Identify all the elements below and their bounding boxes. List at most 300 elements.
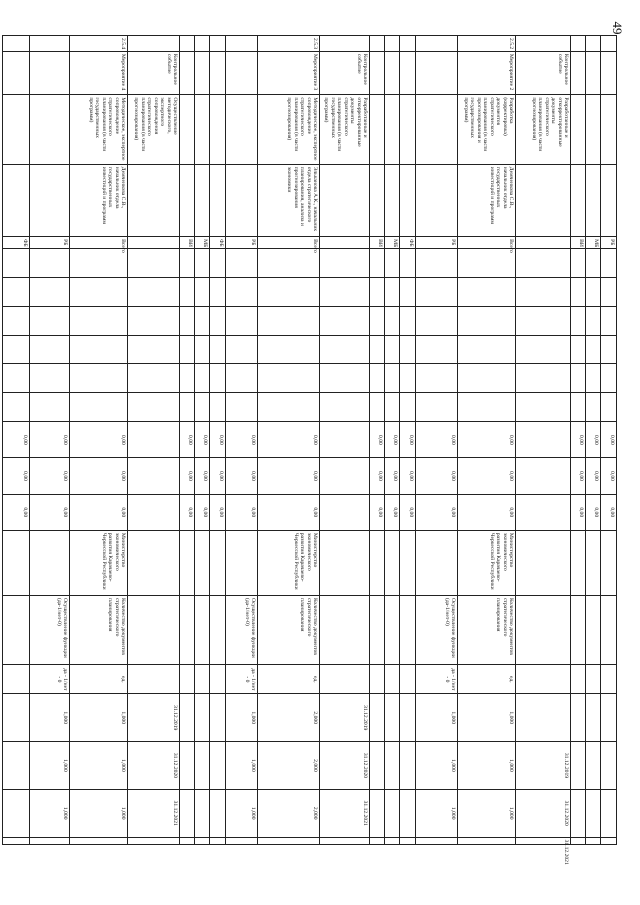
table-cell: ед. — [458, 665, 516, 694]
table-cell — [516, 306, 571, 335]
table-cell: 0,00 — [70, 458, 128, 494]
table-cell — [571, 393, 586, 422]
table-cell: ед. — [70, 665, 128, 694]
table-cell — [516, 248, 571, 277]
table-cell — [320, 364, 370, 393]
table-cell — [400, 393, 416, 422]
table-cell — [258, 277, 320, 306]
table-cell — [601, 393, 617, 422]
table-cell: Разработанные и откорректированные документы стратегического планирования (в части прогнозирования) — [516, 95, 571, 164]
table-cell — [571, 95, 586, 164]
table-cell: 0,00 — [258, 458, 320, 494]
table-cell — [601, 665, 617, 694]
table-cell — [210, 95, 226, 164]
table-cell: Всего — [70, 237, 128, 249]
table-cell — [400, 694, 416, 742]
table-cell: Разработанные и откорректированные документы стратегического планирования (в части государственных программ) — [320, 95, 370, 164]
table-cell — [416, 530, 458, 595]
table-row — [195, 36, 210, 845]
table-cell: 1,000 — [70, 742, 128, 790]
table-cell — [128, 422, 180, 458]
table-cell — [516, 364, 571, 393]
table-cell — [210, 164, 226, 236]
table-cell — [516, 422, 571, 458]
table-cell — [458, 306, 516, 335]
table-cell — [30, 530, 70, 595]
table-cell: 31.12.2021 — [128, 789, 180, 837]
table-cell — [320, 36, 370, 52]
table-cell — [601, 306, 617, 335]
table-cell — [195, 51, 210, 94]
table-cell — [3, 95, 30, 164]
table-cell — [385, 595, 400, 664]
table-cell — [210, 837, 226, 844]
table-cell: 0,00 — [3, 458, 30, 494]
table-cell — [3, 595, 30, 664]
table-cell: 0,00 — [180, 458, 195, 494]
table-cell — [195, 364, 210, 393]
table-cell — [195, 95, 210, 164]
table-cell: 1,000 — [30, 742, 70, 790]
table-cell — [320, 458, 370, 494]
table-cell — [571, 530, 586, 595]
table-cell: 0,00 — [601, 494, 617, 530]
table-cell: ФБ — [3, 237, 30, 249]
table-cell — [416, 277, 458, 306]
table-cell — [195, 789, 210, 837]
table-cell — [370, 95, 385, 164]
table-cell — [370, 36, 385, 52]
table-cell: Министерство экономического развития Карачаево-Черкесской Республики — [258, 530, 320, 595]
table-cell — [195, 248, 210, 277]
table-cell: 0,00 — [601, 458, 617, 494]
table-cell — [458, 335, 516, 364]
table-cell: 0,00 — [416, 422, 458, 458]
table-cell: МБ — [195, 237, 210, 249]
table-cell — [385, 306, 400, 335]
table-cell — [180, 248, 195, 277]
table-cell — [571, 789, 586, 837]
table-cell — [30, 248, 70, 277]
table-cell — [400, 36, 416, 52]
table-cell — [128, 364, 180, 393]
table-cell — [180, 393, 195, 422]
table-cell — [128, 36, 180, 52]
table-cell — [258, 248, 320, 277]
table-cell — [30, 95, 70, 164]
table-cell — [571, 277, 586, 306]
table-cell: Количество документов стратегического планирования — [70, 595, 128, 664]
table-cell — [458, 837, 516, 844]
table-cell — [320, 530, 370, 595]
table-cell — [180, 306, 195, 335]
table-cell: Мероприятие 2 — [458, 51, 516, 94]
table-cell: 0,00 — [458, 494, 516, 530]
table-cell — [586, 837, 601, 844]
table-cell: 31.12.2019 — [128, 694, 180, 742]
table-cell — [516, 494, 571, 530]
table-cell: Количество документов стратегического планирования — [458, 595, 516, 664]
table-cell: 31.12.2020 — [320, 742, 370, 790]
table-cell — [320, 665, 370, 694]
table-cell: 0,00 — [3, 494, 30, 530]
table-cell — [70, 364, 128, 393]
table-cell — [180, 595, 195, 664]
table-cell — [416, 364, 458, 393]
table-cell — [320, 393, 370, 422]
table-cell — [385, 694, 400, 742]
table-cell: 0,00 — [210, 458, 226, 494]
table-cell — [400, 742, 416, 790]
table-cell — [601, 694, 617, 742]
table-cell — [180, 364, 195, 393]
table-cell — [370, 277, 385, 306]
table-cell — [30, 51, 70, 94]
table-cell — [3, 51, 30, 94]
table-cell — [210, 694, 226, 742]
table-cell — [210, 277, 226, 306]
table-cell — [195, 393, 210, 422]
table-cell — [400, 95, 416, 164]
table-cell: 0,00 — [458, 422, 516, 458]
table-cell — [30, 36, 70, 52]
table-cell — [516, 665, 571, 694]
table-cell — [370, 837, 385, 844]
table-cell — [601, 36, 617, 52]
table-cell — [370, 335, 385, 364]
table-cell: 1,000 — [458, 694, 516, 742]
table-cell — [400, 595, 416, 664]
table-cell: Разработка (корректировка) документов стратегического планирования (в части прогнозирования и государственных программ) — [458, 95, 516, 164]
table-cell: 2.5.3 — [258, 36, 320, 52]
table-cell — [226, 837, 258, 844]
table-cell — [416, 95, 458, 164]
table-cell — [320, 422, 370, 458]
table-cell — [210, 364, 226, 393]
table-cell — [601, 164, 617, 236]
table-cell: 0,00 — [385, 422, 400, 458]
table-cell — [586, 248, 601, 277]
table-cell — [586, 665, 601, 694]
table-row — [571, 36, 586, 845]
table-cell: 0,00 — [226, 422, 258, 458]
table-cell — [210, 789, 226, 837]
table-cell — [195, 665, 210, 694]
table-cell — [195, 837, 210, 844]
table-row — [128, 36, 180, 845]
table-cell — [128, 277, 180, 306]
table-cell — [180, 95, 195, 164]
table-cell — [320, 494, 370, 530]
table-cell — [180, 277, 195, 306]
table-cell: 0,00 — [258, 494, 320, 530]
table-cell — [571, 364, 586, 393]
table-cell: Демченкова С.В., начальник отдела государственных инвестиций и программ — [458, 164, 516, 236]
table-cell: 0,00 — [70, 494, 128, 530]
table-cell: 1,000 — [416, 789, 458, 837]
table-cell — [320, 595, 370, 664]
table-cell — [258, 393, 320, 422]
table-cell — [416, 164, 458, 236]
table-cell — [516, 530, 571, 595]
table-cell — [70, 837, 128, 844]
table-cell — [385, 789, 400, 837]
table-cell: ед. — [258, 665, 320, 694]
table-cell: 1,000 — [30, 789, 70, 837]
table-cell — [516, 595, 571, 664]
table-row — [70, 36, 128, 845]
table-cell — [195, 335, 210, 364]
table-cell: Контрольное событие — [128, 51, 180, 94]
table-cell — [385, 36, 400, 52]
table-cell — [416, 335, 458, 364]
table-cell — [385, 335, 400, 364]
table-cell — [226, 393, 258, 422]
table-cell — [195, 595, 210, 664]
table-cell — [586, 595, 601, 664]
table-cell — [320, 237, 370, 249]
table-cell — [586, 51, 601, 94]
table-cell: 31.12.2020 — [516, 789, 571, 837]
table-cell: ВИ — [180, 237, 195, 249]
table-cell: ФБ — [210, 237, 226, 249]
table-cell — [385, 530, 400, 595]
table-cell: Всего — [458, 237, 516, 249]
table-cell — [3, 306, 30, 335]
table-cell — [195, 164, 210, 236]
table-cell — [370, 393, 385, 422]
table-cell — [195, 306, 210, 335]
table-cell — [30, 364, 70, 393]
table-cell — [70, 277, 128, 306]
table-cell — [385, 665, 400, 694]
table-cell: Мероприятие 3 — [258, 51, 320, 94]
table-cell — [458, 248, 516, 277]
table-cell: МБ — [586, 237, 601, 249]
table-cell — [400, 277, 416, 306]
table-cell — [210, 36, 226, 52]
table-cell — [180, 837, 195, 844]
table-cell — [601, 742, 617, 790]
table-cell — [210, 530, 226, 595]
table-cell: 31.12.2021 — [516, 837, 571, 844]
table-cell: 2.5.2 — [458, 36, 516, 52]
table-cell — [320, 164, 370, 236]
table-cell — [180, 335, 195, 364]
table-cell — [195, 694, 210, 742]
table-cell — [3, 248, 30, 277]
table-cell — [3, 530, 30, 595]
table-cell: 0,00 — [210, 422, 226, 458]
table-cell: 31.12.2019 — [516, 742, 571, 790]
table-cell: Контрольное событие — [320, 51, 370, 94]
table-cell — [601, 364, 617, 393]
table-cell — [400, 364, 416, 393]
table-row — [30, 36, 70, 845]
table-cell — [370, 306, 385, 335]
table-cell — [516, 393, 571, 422]
table-cell: 0,00 — [458, 458, 516, 494]
table-cell — [458, 277, 516, 306]
table-cell: Осуществление методического, экспертного сопровождения стратегического планирования (в части прогнозирования) — [128, 95, 180, 164]
table-cell: 0,00 — [180, 422, 195, 458]
table-cell — [70, 335, 128, 364]
table-cell — [370, 789, 385, 837]
table-cell: 31.12.2021 — [320, 789, 370, 837]
table-cell: 0,00 — [370, 458, 385, 494]
table-cell — [3, 36, 30, 52]
table-cell: да - 1/нет - 0 — [226, 665, 258, 694]
table-cell: 1,000 — [416, 742, 458, 790]
table-cell: 0,00 — [571, 422, 586, 458]
table-cell: 0,00 — [195, 458, 210, 494]
table-cell: 2,000 — [258, 694, 320, 742]
table-cell — [571, 335, 586, 364]
table-cell — [601, 277, 617, 306]
table-cell — [226, 335, 258, 364]
table-cell — [571, 164, 586, 236]
table-cell: да - 1/нет - 0 — [416, 665, 458, 694]
table-cell — [601, 51, 617, 94]
table-cell: 31.12.2020 — [128, 742, 180, 790]
table-cell — [385, 95, 400, 164]
table-cell: 0,00 — [195, 422, 210, 458]
table-cell — [210, 665, 226, 694]
table-cell — [128, 530, 180, 595]
table-cell: Осуществление функции (да-1/нет-0) — [226, 595, 258, 664]
table-cell — [70, 248, 128, 277]
table-cell — [128, 595, 180, 664]
table-cell — [370, 595, 385, 664]
table-cell — [180, 742, 195, 790]
program-activities-table — [2, 35, 617, 865]
table-cell — [571, 742, 586, 790]
table-cell — [195, 530, 210, 595]
table-cell — [601, 595, 617, 664]
table-cell — [400, 306, 416, 335]
table-cell: 1,000 — [70, 789, 128, 837]
table-cell — [30, 837, 70, 844]
table-cell: Демченкова С.В., начальник отдела государственных инвестиций и программ — [70, 164, 128, 236]
table-cell — [385, 51, 400, 94]
table-cell — [370, 248, 385, 277]
table-cell — [571, 51, 586, 94]
table-cell — [586, 742, 601, 790]
table-cell — [385, 277, 400, 306]
table-cell: Количество документов стратегического планирования — [258, 595, 320, 664]
table-cell — [210, 393, 226, 422]
table-cell: 1,000 — [226, 694, 258, 742]
table-cell — [210, 742, 226, 790]
table-cell: Министерство экономического развития Карачаево-Черкесской Республики — [70, 530, 128, 595]
table-cell — [385, 248, 400, 277]
table-cell — [226, 36, 258, 52]
table-cell: Методическое, экспертное сопровождение стратегического планирования (в части государственных программ) — [70, 95, 128, 164]
table-cell — [180, 51, 195, 94]
table-cell — [416, 36, 458, 52]
table-cell — [210, 51, 226, 94]
table-cell — [320, 335, 370, 364]
table-cell — [370, 530, 385, 595]
table-cell — [601, 335, 617, 364]
table-cell — [128, 458, 180, 494]
table-cell — [516, 36, 571, 52]
table-cell — [416, 393, 458, 422]
table-cell: ВИ — [370, 237, 385, 249]
table-cell: МБ — [385, 237, 400, 249]
table-cell — [70, 393, 128, 422]
table-cell — [586, 393, 601, 422]
table-cell: РБ — [30, 237, 70, 249]
table-row — [180, 36, 195, 845]
table-cell — [601, 837, 617, 844]
table-cell — [601, 789, 617, 837]
table-cell — [3, 335, 30, 364]
table-cell: РБ — [226, 237, 258, 249]
table-cell: Контрольное событие — [516, 51, 571, 94]
table-cell: 0,00 — [571, 494, 586, 530]
table-cell: 0,00 — [586, 458, 601, 494]
table-cell — [195, 36, 210, 52]
table-cell — [3, 694, 30, 742]
table-cell: 2,000 — [258, 789, 320, 837]
table-row — [458, 36, 516, 845]
table-cell — [226, 95, 258, 164]
table-cell — [180, 36, 195, 52]
table-cell — [3, 837, 30, 844]
table-cell: 0,00 — [370, 422, 385, 458]
table-cell: 0,00 — [571, 458, 586, 494]
table-cell: 0,00 — [210, 494, 226, 530]
table-cell — [416, 306, 458, 335]
table-cell — [458, 364, 516, 393]
table-cell — [226, 248, 258, 277]
table-cell — [226, 364, 258, 393]
table-cell — [601, 248, 617, 277]
table-cell — [195, 277, 210, 306]
table-cell — [258, 335, 320, 364]
table-cell — [3, 789, 30, 837]
table-cell — [195, 742, 210, 790]
table-cell — [180, 789, 195, 837]
table-cell — [370, 665, 385, 694]
table-cell: Осуществление функции (да-1/нет-0) — [30, 595, 70, 664]
table-cell — [3, 277, 30, 306]
table-cell — [226, 164, 258, 236]
table-cell: 0,00 — [70, 422, 128, 458]
table-cell — [320, 277, 370, 306]
table-cell — [128, 837, 180, 844]
table-cell: 0,00 — [195, 494, 210, 530]
table-cell — [210, 595, 226, 664]
table-cell — [586, 694, 601, 742]
table-row — [226, 36, 258, 845]
table-cell: 1,000 — [70, 694, 128, 742]
table-cell: 1,000 — [416, 694, 458, 742]
table-cell — [571, 36, 586, 52]
table-row — [3, 36, 30, 845]
table-cell — [128, 665, 180, 694]
table-cell: Министерство экономического развития Карачаево-Черкесской Республики — [458, 530, 516, 595]
table-cell: 0,00 — [586, 422, 601, 458]
table-cell — [400, 837, 416, 844]
table-cell — [258, 306, 320, 335]
table-cell: 0,00 — [180, 494, 195, 530]
table-cell — [516, 237, 571, 249]
table-cell — [320, 837, 370, 844]
table-cell: ВИ — [571, 237, 586, 249]
table-cell — [571, 665, 586, 694]
